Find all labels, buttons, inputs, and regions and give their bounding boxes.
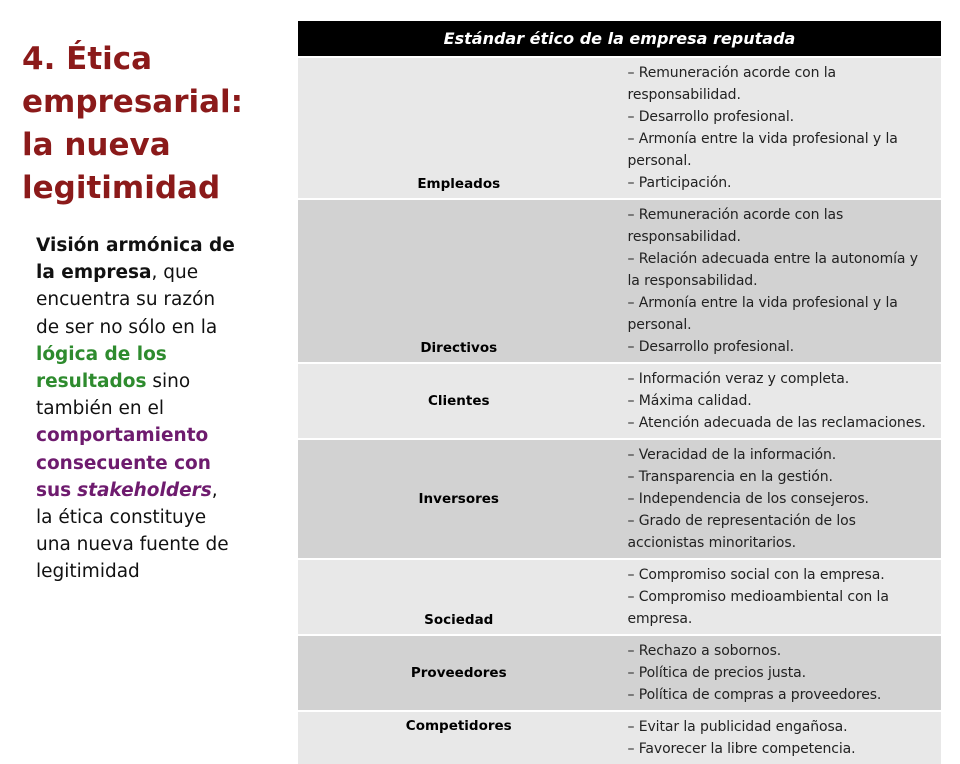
row-description — [620, 559, 942, 635]
row-item: – Compromiso medioambiental con la empresa. — [627, 589, 889, 627]
table-row-inversores — [298, 439, 941, 559]
row-description — [620, 57, 942, 199]
title-line-2: empresarial: — [22, 84, 244, 120]
row-label: Inversores — [298, 439, 620, 559]
title-line-3: la nueva — [22, 127, 171, 163]
row-description — [620, 363, 942, 439]
row-item: – Compromiso social con la empresa. — [627, 567, 885, 583]
row-item: – Favorecer la libre competencia. — [627, 741, 856, 757]
row-item: – Independencia de los consejeros. — [627, 491, 869, 507]
row-item: – Desarrollo profesional. — [627, 109, 795, 125]
side-text-stakeholders: stakeholders — [77, 479, 212, 501]
row-label: Proveedores — [298, 635, 620, 711]
row-label: Empleados — [298, 57, 620, 199]
side-text-segment: , la ética constituye una nueva fuente de legitimidad — [36, 479, 229, 583]
row-item: – Armonía entre la vida profesional y la personal. — [627, 295, 898, 333]
table-row-clientes — [298, 363, 941, 439]
row-label: Directivos — [298, 199, 620, 363]
slide-title — [22, 38, 272, 210]
row-description — [620, 199, 942, 363]
row-item: – Remuneración acorde con la responsabilidad. — [627, 65, 837, 103]
side-text-segment: , que encuentra su razón de ser no sólo en la — [36, 262, 218, 338]
row-item: – Rechazo a sobornos. — [627, 643, 782, 659]
row-item: – Transparencia en la gestión. — [627, 469, 833, 485]
table-row-sociedad — [298, 559, 941, 635]
table-row-competidores — [298, 711, 941, 764]
table-row-empleados — [298, 57, 941, 199]
ethics-table — [298, 21, 941, 764]
table-header: Estándar ético de la empresa reputada — [298, 21, 941, 57]
row-item: – Evitar la publicidad engañosa. — [627, 719, 848, 735]
row-description — [620, 439, 942, 559]
row-item: – Armonía entre la vida profesional y la personal. — [627, 131, 898, 169]
side-description — [36, 232, 236, 586]
row-item: – Desarrollo profesional. — [627, 339, 795, 355]
row-description — [620, 635, 942, 711]
table-row-proveedores — [298, 635, 941, 711]
title-line-4: legitimidad — [22, 170, 221, 206]
title-line-1: 4. Ética — [22, 41, 153, 77]
row-item: – Política de precios justa. — [627, 665, 806, 681]
row-item: – Máxima calidad. — [627, 393, 752, 409]
row-item: – Veracidad de la información. — [627, 447, 837, 463]
side-text-purple: comportamiento consecuente con sus — [36, 425, 211, 501]
side-text-emphasis: Visión armónica de la empresa — [36, 235, 235, 284]
row-item: – Grado de representación de los accionistas minoritarios. — [627, 513, 856, 551]
row-item: – Remuneración acorde con las responsabilidad. — [627, 207, 844, 245]
side-text-green: lógica de los resultados — [36, 343, 167, 393]
row-label: Clientes — [298, 363, 620, 439]
row-label: Sociedad — [298, 559, 620, 635]
table-row-directivos — [298, 199, 941, 363]
row-item: – Participación. — [627, 175, 732, 191]
row-item: – Relación adecuada entre la autonomía y la responsabilidad. — [627, 251, 918, 289]
row-item: – Información veraz y completa. — [627, 371, 850, 387]
row-item: – Atención adecuada de las reclamaciones. — [627, 415, 926, 431]
row-item: – Política de compras a proveedores. — [627, 687, 882, 703]
row-label: Competidores — [298, 711, 620, 764]
row-description — [620, 711, 942, 764]
side-text-segment: sino también en el — [36, 371, 191, 420]
